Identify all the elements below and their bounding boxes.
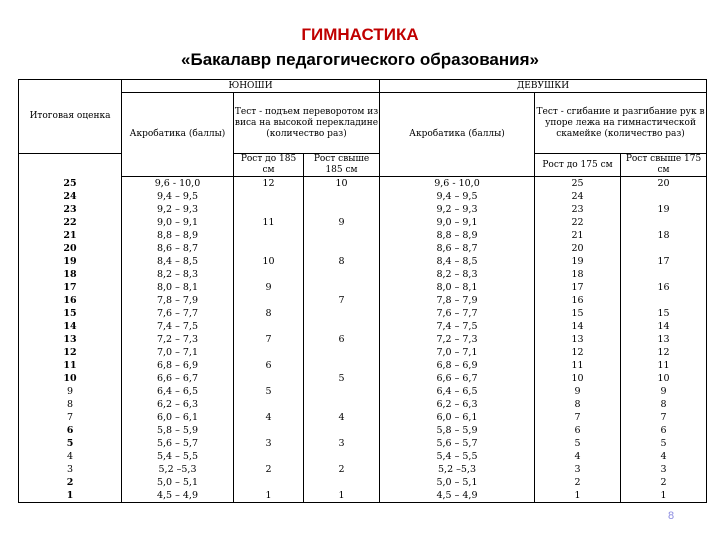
boys-height1-cell: [234, 242, 304, 255]
acrobatics-boys-cell: 9,0 – 9,1: [122, 216, 234, 229]
acrobatics-boys-cell: 7,2 – 7,3: [122, 333, 234, 346]
girls-height2-cell: 14: [621, 320, 707, 333]
header-test-boys: Тест - подъем переворотом из виса на высокой перекладине (количество раз): [234, 93, 380, 154]
acrobatics-girls-cell: 6,0 – 6,1: [380, 411, 535, 424]
girls-height1-cell: 6: [535, 424, 621, 437]
girls-height2-cell: 6: [621, 424, 707, 437]
table-row: [19, 333, 707, 346]
header-grade-spacer: [19, 154, 122, 177]
acrobatics-boys-cell: 8,0 – 8,1: [122, 281, 234, 294]
girls-height2-cell: 8: [621, 398, 707, 411]
header-girls: ДЕВУШКИ: [380, 80, 707, 93]
boys-height2-cell: [304, 385, 380, 398]
acrobatics-boys-cell: 5,8 – 5,9: [122, 424, 234, 437]
grade-cell: 18: [19, 268, 122, 281]
girls-height2-cell: [621, 294, 707, 307]
acrobatics-girls-cell: 8,8 – 8,9: [380, 229, 535, 242]
acrobatics-girls-cell: 5,0 – 5,1: [380, 476, 535, 489]
boys-height2-cell: [304, 190, 380, 203]
acrobatics-boys-cell: 8,8 – 8,9: [122, 229, 234, 242]
acrobatics-boys-cell: 7,4 – 7,5: [122, 320, 234, 333]
girls-height1-cell: 11: [535, 359, 621, 372]
boys-height1-cell: [234, 424, 304, 437]
boys-height1-cell: [234, 398, 304, 411]
girls-height2-cell: [621, 190, 707, 203]
girls-height1-cell: 25: [535, 177, 621, 191]
girls-height2-cell: 20: [621, 177, 707, 191]
boys-height2-cell: [304, 450, 380, 463]
acrobatics-boys-cell: 6,0 – 6,1: [122, 411, 234, 424]
girls-height2-cell: 17: [621, 255, 707, 268]
girls-height1-cell: 12: [535, 346, 621, 359]
girls-height2-cell: [621, 242, 707, 255]
acrobatics-boys-cell: 7,8 – 7,9: [122, 294, 234, 307]
header-grade: Итоговая оценка: [19, 80, 122, 154]
boys-height2-cell: 7: [304, 294, 380, 307]
boys-height1-cell: [234, 476, 304, 489]
table-row: [19, 489, 707, 503]
girls-height2-cell: 4: [621, 450, 707, 463]
header-acrobatics-boys: Акробатика (баллы): [122, 93, 234, 177]
boys-height1-cell: 4: [234, 411, 304, 424]
grade-cell: 14: [19, 320, 122, 333]
acrobatics-boys-cell: 8,6 – 8,7: [122, 242, 234, 255]
grade-cell: 22: [19, 216, 122, 229]
page-subtitle: «Бакалавр педагогического образования»: [181, 50, 539, 69]
header-girls-height-2: Рост свыше 175 см: [621, 154, 707, 177]
girls-height1-cell: 15: [535, 307, 621, 320]
boys-height1-cell: [234, 450, 304, 463]
boys-height1-cell: [234, 203, 304, 216]
table-row: [19, 268, 707, 281]
girls-height1-cell: 13: [535, 333, 621, 346]
acrobatics-girls-cell: 8,2 – 8,3: [380, 268, 535, 281]
table-row: [19, 476, 707, 489]
header-boys-height-1: Рост до 185 см: [234, 154, 304, 177]
girls-height1-cell: 5: [535, 437, 621, 450]
acrobatics-girls-cell: 8,4 – 8,5: [380, 255, 535, 268]
table-row: [19, 385, 707, 398]
table-row: [19, 177, 707, 191]
grade-cell: 5: [19, 437, 122, 450]
girls-height1-cell: 19: [535, 255, 621, 268]
girls-height2-cell: 18: [621, 229, 707, 242]
acrobatics-boys-cell: 5,4 – 5,5: [122, 450, 234, 463]
table-row: [19, 450, 707, 463]
boys-height2-cell: 3: [304, 437, 380, 450]
girls-height1-cell: 16: [535, 294, 621, 307]
acrobatics-boys-cell: 9,2 – 9,3: [122, 203, 234, 216]
boys-height1-cell: [234, 229, 304, 242]
grade-cell: 20: [19, 242, 122, 255]
grade-cell: 6: [19, 424, 122, 437]
grade-cell: 7: [19, 411, 122, 424]
boys-height1-cell: 1: [234, 489, 304, 503]
boys-height2-cell: [304, 281, 380, 294]
girls-height1-cell: 14: [535, 320, 621, 333]
girls-height1-cell: 17: [535, 281, 621, 294]
boys-height2-cell: 8: [304, 255, 380, 268]
grade-cell: 1: [19, 489, 122, 503]
grade-cell: 9: [19, 385, 122, 398]
boys-height2-cell: [304, 476, 380, 489]
header-acrobatics-girls: Акробатика (баллы): [380, 93, 535, 177]
acrobatics-girls-cell: 8,6 – 8,7: [380, 242, 535, 255]
boys-height1-cell: 7: [234, 333, 304, 346]
girls-height2-cell: 12: [621, 346, 707, 359]
norms-table: [18, 79, 707, 503]
acrobatics-girls-cell: 7,2 – 7,3: [380, 333, 535, 346]
acrobatics-boys-cell: 5,6 – 5,7: [122, 437, 234, 450]
boys-height2-cell: 4: [304, 411, 380, 424]
girls-height1-cell: 9: [535, 385, 621, 398]
boys-height1-cell: 3: [234, 437, 304, 450]
grade-cell: 17: [19, 281, 122, 294]
boys-height2-cell: [304, 398, 380, 411]
table-row: [19, 216, 707, 229]
boys-height1-cell: 8: [234, 307, 304, 320]
table-row: [19, 372, 707, 385]
boys-height1-cell: [234, 372, 304, 385]
table-row: [19, 190, 707, 203]
acrobatics-girls-cell: 5,8 – 5,9: [380, 424, 535, 437]
boys-height2-cell: [304, 242, 380, 255]
table-row: [19, 411, 707, 424]
boys-height2-cell: 5: [304, 372, 380, 385]
grade-cell: 23: [19, 203, 122, 216]
acrobatics-boys-cell: 6,6 – 6,7: [122, 372, 234, 385]
acrobatics-girls-cell: 9,6 - 10,0: [380, 177, 535, 191]
girls-height2-cell: 16: [621, 281, 707, 294]
girls-height1-cell: 24: [535, 190, 621, 203]
acrobatics-boys-cell: 6,4 – 6,5: [122, 385, 234, 398]
girls-height1-cell: 4: [535, 450, 621, 463]
boys-height2-cell: 6: [304, 333, 380, 346]
boys-height2-cell: [304, 359, 380, 372]
page-number: 8: [668, 510, 675, 522]
acrobatics-girls-cell: 9,4 – 9,5: [380, 190, 535, 203]
header-test-girls: Тест - сгибание и разгибание рук в упоре лежа на гимнастической скамейке (количество раз): [535, 93, 707, 154]
boys-height2-cell: [304, 229, 380, 242]
acrobatics-boys-cell: 6,8 – 6,9: [122, 359, 234, 372]
boys-height1-cell: 2: [234, 463, 304, 476]
girls-height1-cell: 18: [535, 268, 621, 281]
boys-height2-cell: [304, 320, 380, 333]
grade-cell: 2: [19, 476, 122, 489]
table-row: [19, 320, 707, 333]
boys-height1-cell: 10: [234, 255, 304, 268]
grade-cell: 25: [19, 177, 122, 191]
table-row: [19, 294, 707, 307]
table-row: [19, 463, 707, 476]
header-girls-height-1: Рост до 175 см: [535, 154, 621, 177]
acrobatics-girls-cell: 7,4 – 7,5: [380, 320, 535, 333]
acrobatics-girls-cell: 6,6 – 6,7: [380, 372, 535, 385]
boys-height1-cell: 11: [234, 216, 304, 229]
boys-height2-cell: 10: [304, 177, 380, 191]
acrobatics-girls-cell: 5,6 – 5,7: [380, 437, 535, 450]
acrobatics-girls-cell: 7,6 – 7,7: [380, 307, 535, 320]
acrobatics-boys-cell: 7,6 – 7,7: [122, 307, 234, 320]
header-boys: ЮНОШИ: [122, 80, 380, 93]
boys-height2-cell: [304, 424, 380, 437]
boys-height2-cell: 1: [304, 489, 380, 503]
acrobatics-boys-cell: 8,4 – 8,5: [122, 255, 234, 268]
table-row: [19, 229, 707, 242]
girls-height1-cell: 22: [535, 216, 621, 229]
acrobatics-girls-cell: 6,4 – 6,5: [380, 385, 535, 398]
boys-height1-cell: 12: [234, 177, 304, 191]
grade-cell: 11: [19, 359, 122, 372]
grade-cell: 19: [19, 255, 122, 268]
boys-height2-cell: [304, 307, 380, 320]
table-row: [19, 255, 707, 268]
boys-height2-cell: [304, 346, 380, 359]
page-title: ГИМНАСТИКА: [301, 25, 419, 44]
grade-cell: 24: [19, 190, 122, 203]
acrobatics-boys-cell: 8,2 – 8,3: [122, 268, 234, 281]
grade-cell: 3: [19, 463, 122, 476]
boys-height1-cell: [234, 346, 304, 359]
grade-cell: 4: [19, 450, 122, 463]
girls-height1-cell: 1: [535, 489, 621, 503]
acrobatics-girls-cell: 4,5 – 4,9: [380, 489, 535, 503]
girls-height2-cell: 13: [621, 333, 707, 346]
girls-height2-cell: 7: [621, 411, 707, 424]
acrobatics-girls-cell: 5,4 – 5,5: [380, 450, 535, 463]
acrobatics-girls-cell: 7,0 – 7,1: [380, 346, 535, 359]
boys-height1-cell: [234, 190, 304, 203]
table-row: [19, 398, 707, 411]
acrobatics-girls-cell: 5,2 –5,3: [380, 463, 535, 476]
acrobatics-girls-cell: 6,8 – 6,9: [380, 359, 535, 372]
grade-cell: 15: [19, 307, 122, 320]
girls-height2-cell: 11: [621, 359, 707, 372]
grade-cell: 10: [19, 372, 122, 385]
girls-height2-cell: 10: [621, 372, 707, 385]
girls-height2-cell: 2: [621, 476, 707, 489]
acrobatics-boys-cell: 4,5 – 4,9: [122, 489, 234, 503]
acrobatics-boys-cell: 5,0 – 5,1: [122, 476, 234, 489]
table-row: [19, 437, 707, 450]
grade-cell: 12: [19, 346, 122, 359]
acrobatics-girls-cell: 7,8 – 7,9: [380, 294, 535, 307]
acrobatics-boys-cell: 7,0 – 7,1: [122, 346, 234, 359]
boys-height2-cell: 9: [304, 216, 380, 229]
girls-height2-cell: 5: [621, 437, 707, 450]
girls-height1-cell: 8: [535, 398, 621, 411]
table-row: [19, 203, 707, 216]
boys-height1-cell: 6: [234, 359, 304, 372]
boys-height1-cell: 5: [234, 385, 304, 398]
boys-height1-cell: [234, 294, 304, 307]
header-boys-height-2: Рост свыше 185 см: [304, 154, 380, 177]
grade-cell: 8: [19, 398, 122, 411]
girls-height1-cell: 21: [535, 229, 621, 242]
boys-height2-cell: [304, 268, 380, 281]
girls-height2-cell: 9: [621, 385, 707, 398]
grade-cell: 16: [19, 294, 122, 307]
girls-height2-cell: [621, 268, 707, 281]
grade-cell: 13: [19, 333, 122, 346]
table-row: [19, 359, 707, 372]
acrobatics-girls-cell: 9,2 – 9,3: [380, 203, 535, 216]
acrobatics-boys-cell: 6,2 – 6,3: [122, 398, 234, 411]
girls-height2-cell: 15: [621, 307, 707, 320]
acrobatics-girls-cell: 9,0 – 9,1: [380, 216, 535, 229]
table-row: [19, 307, 707, 320]
table-row: [19, 424, 707, 437]
girls-height2-cell: 1: [621, 489, 707, 503]
acrobatics-boys-cell: 5,2 –5,3: [122, 463, 234, 476]
girls-height1-cell: 20: [535, 242, 621, 255]
acrobatics-girls-cell: 6,2 – 6,3: [380, 398, 535, 411]
boys-height2-cell: [304, 203, 380, 216]
girls-height1-cell: 10: [535, 372, 621, 385]
girls-height1-cell: 7: [535, 411, 621, 424]
table-row: [19, 281, 707, 294]
table-row: [19, 346, 707, 359]
girls-height1-cell: 3: [535, 463, 621, 476]
acrobatics-boys-cell: 9,4 – 9,5: [122, 190, 234, 203]
girls-height2-cell: 19: [621, 203, 707, 216]
girls-height1-cell: 23: [535, 203, 621, 216]
grade-cell: 21: [19, 229, 122, 242]
boys-height1-cell: [234, 320, 304, 333]
girls-height2-cell: [621, 216, 707, 229]
boys-height1-cell: [234, 268, 304, 281]
girls-height1-cell: 2: [535, 476, 621, 489]
girls-height2-cell: 3: [621, 463, 707, 476]
acrobatics-boys-cell: 9,6 - 10,0: [122, 177, 234, 191]
table-row: [19, 242, 707, 255]
acrobatics-girls-cell: 8,0 – 8,1: [380, 281, 535, 294]
boys-height2-cell: 2: [304, 463, 380, 476]
boys-height1-cell: 9: [234, 281, 304, 294]
